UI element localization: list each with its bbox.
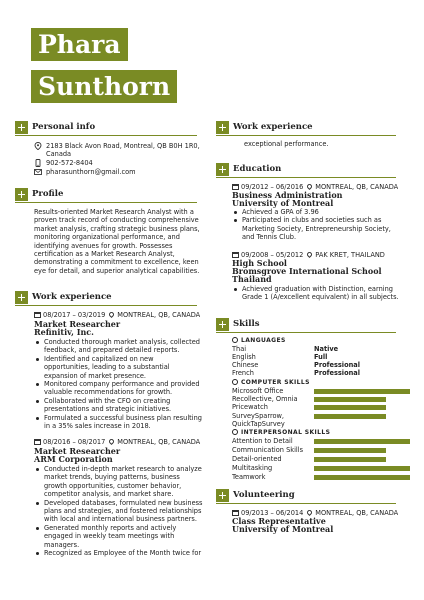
interpersonal-skill-row: Teamwork (232, 473, 265, 481)
list-item: Generated monthly reports and actively engaged in weekly team meetings with managers. (34, 524, 203, 549)
skill-bar (314, 439, 410, 444)
plus-icon (216, 318, 229, 331)
interpersonal-skills-subheading: INTERPERSONAL SKILLS (232, 429, 330, 437)
list-item: Identified and capitalized on new opportunities, leading to a substantial expansion of market presence. (34, 355, 202, 380)
job-1-location: MONTREAL, QB, CANADA (117, 311, 201, 319)
language-row: French Professional (232, 369, 360, 377)
work-experience-heading: Work experience (32, 292, 112, 302)
profile-line: monitoring organizational performance, and (34, 233, 180, 242)
plus-icon (216, 121, 229, 134)
section-rule (15, 305, 197, 306)
education-2-dates: 09/2008 – 05/2012 (241, 251, 304, 259)
list-item: Monitored company performance and provided valuable recommendations for growth. (34, 380, 202, 397)
education-1-location: MONTREAL, QB, CANADA (315, 183, 399, 191)
section-rule (15, 202, 197, 203)
job-2-title: Market Researcher (34, 446, 121, 456)
education-heading: Education (233, 164, 282, 174)
volunteering-dates: 09/2013 – 06/2014 (241, 509, 304, 517)
volunteering-role: Class Representative (232, 516, 326, 526)
info-circle-icon (232, 337, 238, 343)
education-2-school-line-1: Bromsgrove International School (232, 266, 382, 276)
name-first: Phara (31, 28, 128, 61)
job-2-company: ARM Corporation (34, 454, 113, 464)
profile-line: proven track record of conducting comprehensive (34, 216, 199, 225)
skill-bar (314, 397, 410, 402)
location-pin-icon (306, 251, 313, 258)
list-item: Achieved graduation with Distinction, earning Grade 1 (A/excellent equivalent) in all subjects. (232, 285, 399, 302)
computer-skills-subheading: COMPUTER SKILLS (232, 379, 310, 387)
calendar-icon (34, 312, 41, 318)
job-1-company: Refinitiv, Inc. (34, 327, 94, 337)
email-address[interactable]: pharasunthorn@gmail.com (46, 168, 136, 176)
personal-info-heading: Personal info (32, 122, 96, 132)
skill-bar (314, 475, 410, 480)
plus-icon (15, 291, 28, 304)
education-1-degree: Business Administration (232, 190, 343, 200)
job-1-bullets (34, 338, 202, 430)
language-row: Chinese Professional (232, 361, 360, 369)
email-icon (34, 168, 42, 176)
section-rule (216, 332, 396, 333)
skill-bar (314, 448, 410, 453)
computer-skill-row: Recollective, Omnia (232, 395, 298, 403)
list-item: Collaborated with the CFO on creating presentations and strategic initiatives. (34, 397, 202, 414)
list-item: Participated in clubs and societies such as Marketing Society, Entrepreneurship Society, and Tennis Club. (232, 216, 391, 241)
skill-bar (314, 389, 410, 394)
address-line-2: Canada (46, 150, 72, 159)
location-pin-icon (34, 142, 42, 150)
volunteering-location: MONTREAL, QB, CANADA (315, 509, 399, 517)
section-rule (216, 135, 396, 136)
plus-icon (15, 121, 28, 134)
skill-bar (314, 405, 410, 410)
computer-skill-row: Pricewatch (232, 403, 268, 411)
skill-bar (314, 457, 410, 462)
list-item: Achieved a GPA of 3.96 (232, 208, 391, 216)
interpersonal-skill-row: Multitasking (232, 464, 272, 472)
section-rule (216, 503, 396, 504)
plus-icon (216, 163, 229, 176)
location-pin-icon (306, 183, 313, 190)
work-experience-continuation: exceptional performance. (244, 140, 329, 148)
education-2-degree: High School (232, 258, 287, 268)
education-1-school: University of Montreal (232, 198, 334, 208)
name-last: Sunthorn (31, 70, 177, 103)
job-1-meta (34, 311, 200, 319)
profile-heading: Profile (32, 189, 64, 199)
job-2-location: MONTREAL, QB, CANADA (117, 438, 201, 446)
profile-line: certification as a Market Research Analyst, (34, 250, 175, 259)
plus-icon (15, 188, 28, 201)
interpersonal-skill-row: Attention to Detail (232, 437, 293, 445)
list-item: Conducted in-depth market research to analyze market trends, buying patterns, business growth opportunities, customer behavior, competitor analysis, and market share. (34, 465, 203, 499)
calendar-icon (34, 439, 41, 445)
profile-line: demonstrating a commitment to excellence, keen (34, 258, 199, 267)
phone-number: 902-572-8404 (46, 159, 93, 167)
plus-icon (216, 489, 229, 502)
education-1-bullets (232, 208, 391, 242)
address-line-1: 2183 Black Avon Road, Montreal, QB B0H 1R0, (46, 142, 200, 150)
list-item: Recognized as Employee of the Month twice for (34, 549, 203, 557)
location-pin-icon (306, 509, 313, 516)
profile-line: market analysis, crafting strategic business plans, (34, 224, 200, 233)
profile-line: identifying avenues for growth. Possesses (34, 241, 173, 250)
section-rule (15, 135, 197, 136)
education-1-dates: 09/2012 – 06/2016 (241, 183, 304, 191)
skill-bar (314, 466, 410, 471)
phone-icon (34, 159, 42, 167)
skill-bar (314, 414, 410, 419)
list-item: Conducted thorough market analysis, collected feedback, and prepared detailed reports. (34, 338, 202, 355)
job-1-dates: 08/2017 – 03/2019 (43, 311, 106, 319)
interpersonal-skill-row: Communication Skills (232, 446, 303, 454)
interpersonal-skill-row: Detail-oriented (232, 455, 282, 463)
profile-line: Results-oriented Market Research Analyst with a (34, 208, 194, 216)
computer-skill-row: Microsoft Office (232, 387, 283, 395)
computer-skill-row: SurveySparrow, (232, 412, 284, 420)
job-2-bullets (34, 465, 203, 557)
job-2-dates: 08/2016 – 08/2017 (43, 438, 106, 446)
volunteering-heading: Volunteering (233, 490, 295, 500)
computer-skill-row: QuickTapSurvey (232, 420, 285, 428)
list-item: Formulated a successful business plan resulting in a 35% sales increase in 2018. (34, 414, 202, 431)
job-1-title: Market Researcher (34, 319, 121, 329)
job-2-meta (34, 438, 200, 446)
education-2-location: PAK KRET, THAILAND (315, 251, 385, 259)
work-experience-continued-heading: Work experience (233, 122, 313, 132)
skills-heading: Skills (233, 319, 260, 329)
location-pin-icon (108, 311, 115, 318)
profile-line: eye for detail, and superior analytical capabilities. (34, 266, 200, 275)
education-2-school-line-2: Thailand (232, 274, 272, 284)
language-row: Thai Native (232, 345, 339, 353)
education-2-bullets (232, 285, 399, 302)
info-circle-icon (232, 429, 238, 435)
languages-subheading: LANGUAGES (232, 337, 286, 345)
info-circle-icon (232, 379, 238, 385)
language-row: English Full (232, 353, 328, 361)
profile-summary (34, 208, 200, 275)
volunteering-org: University of Montreal (232, 524, 334, 534)
location-pin-icon (108, 438, 115, 445)
list-item: Developed databases, formulated new business plans and strategies, and fostered relationships with local and international business partners. (34, 499, 203, 524)
section-rule (216, 177, 396, 178)
